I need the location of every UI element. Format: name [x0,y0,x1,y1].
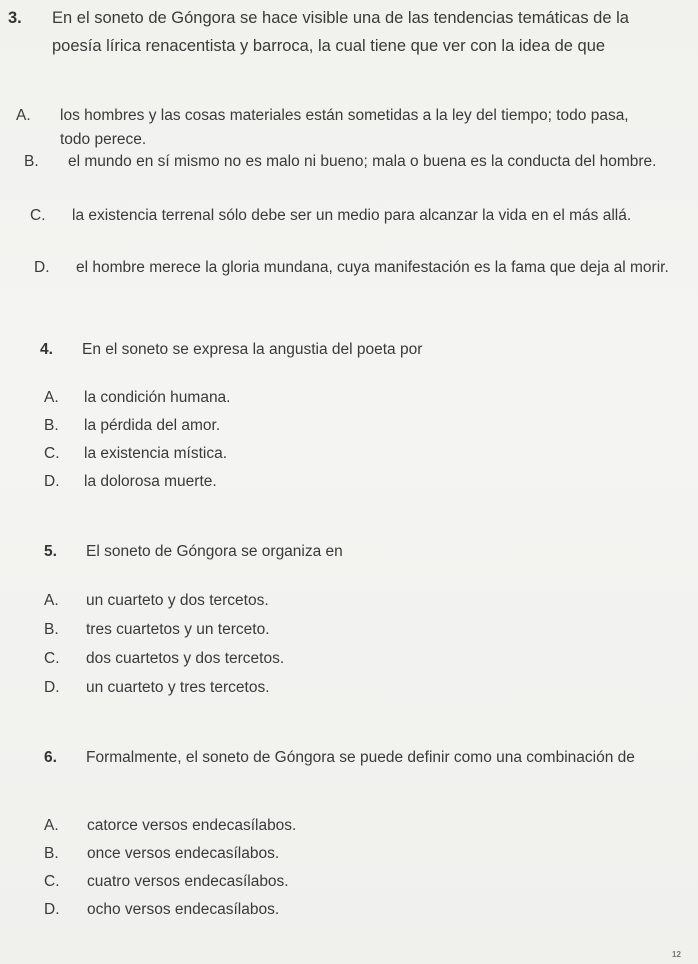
option-letter: B. [44,621,59,638]
option-text: la condición humana. [84,389,231,406]
option-letter: B. [44,845,59,862]
option-text: dos cuartetos y dos tercetos. [86,650,285,667]
option-letter: B. [24,153,39,170]
question-3-text: En el soneto de Góngora se hace visible una de las tendencias temáticas de la poesía lírica renacentista y barroca, la cual tiene que ver con la idea de que [52,9,629,55]
question-6-text: Formalmente, el soneto de Góngora se puede definir como una combinación de [86,749,635,766]
option-letter: C. [44,445,60,462]
option-text: un cuarteto y dos tercetos. [86,592,269,609]
option-text: el hombre merece la gloria mundana, cuya manifestación es la fama que deja al morir. [76,259,669,276]
option-letter: C. [44,873,60,890]
question-4-text: En el soneto se expresa la angustia del poeta por [82,341,423,358]
option-letter: B. [44,417,59,434]
option-text: la dolorosa muerte. [84,473,217,490]
option-letter: D. [44,473,60,490]
option-text: cuatro versos endecasílabos. [87,873,289,890]
option-text: tres cuartetos y un terceto. [86,621,270,638]
option-letter: A. [44,817,59,834]
option-letter: D. [34,259,50,276]
option-letter: D. [44,901,60,918]
option-text: catorce versos endecasílabos. [87,817,297,834]
question-5-text: El soneto de Góngora se organiza en [86,543,343,560]
option-text: la existencia mística. [84,445,227,462]
option-letter: A. [44,592,59,609]
question-3-number: 3. [8,9,22,27]
option-text: un cuarteto y tres tercetos. [86,679,270,696]
option-text: la existencia terrenal sólo debe ser un medio para alcanzar la vida en el más allá. [72,207,632,224]
option-text: ocho versos endecasílabos. [87,901,280,918]
option-text: la pérdida del amor. [84,417,221,434]
question-4-number: 4. [40,341,53,358]
option-letter: D. [44,679,60,696]
option-text: el mundo en sí mismo no es malo ni bueno; mala o buena es la conducta del hombre. [68,153,657,170]
option-letter: A. [16,107,31,124]
option-letter: C. [30,207,46,224]
option-text: los hombres y las cosas materiales están sometidas a la ley del tiempo; todo pasa, todo perece. [60,107,629,148]
option-text: once versos endecasílabos. [87,845,280,862]
page-number: 12 [672,950,681,959]
question-6-number: 6. [44,749,57,766]
option-letter: C. [44,650,60,667]
question-5-number: 5. [44,543,57,560]
option-letter: A. [44,389,59,406]
